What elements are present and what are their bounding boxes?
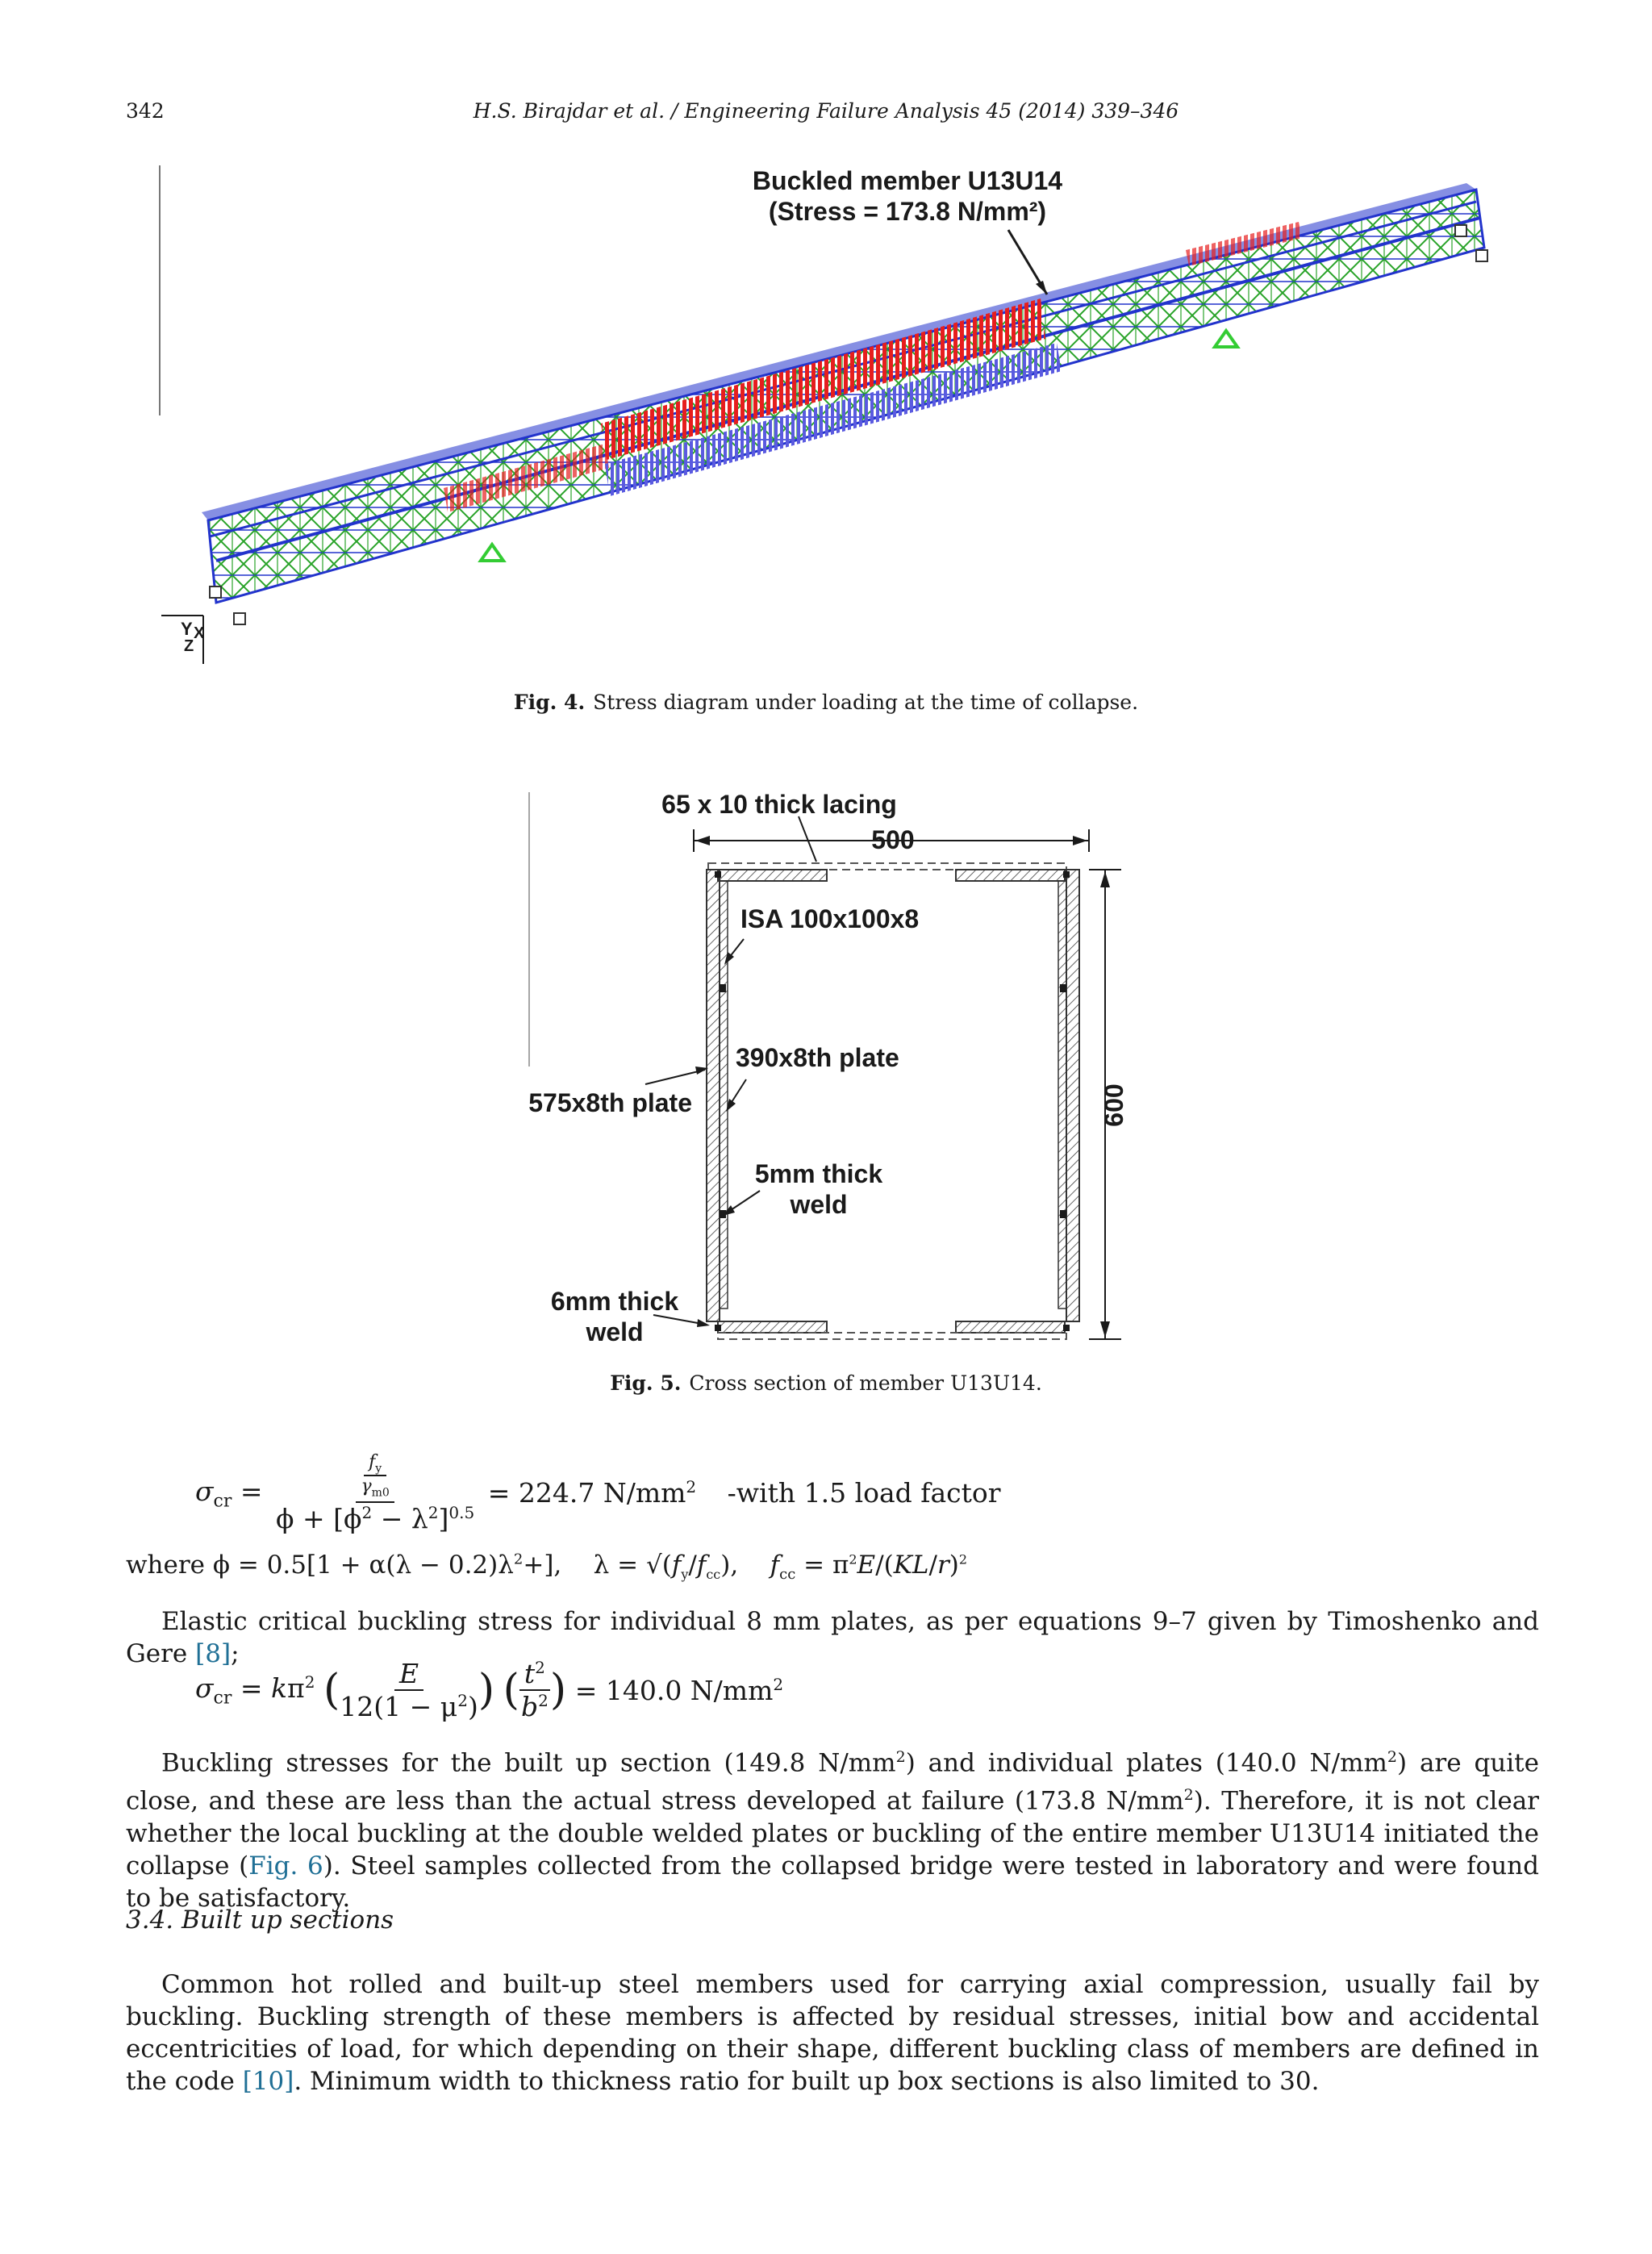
weld5-line1: 5mm thick bbox=[754, 1159, 883, 1188]
left-inner-plate bbox=[720, 881, 728, 1309]
para2-part-b: . Minimum width to thickness ratio for built up box sections is also limited to 30. bbox=[294, 2067, 1320, 2096]
fig6-link[interactable]: Fig. 6 bbox=[248, 1851, 323, 1880]
right-inner-plate bbox=[1058, 881, 1066, 1309]
lacing-label: 65 x 10 thick lacing bbox=[661, 790, 897, 819]
para1-part-c: ) are quite close, and these are less than the actual stress developed at failure (173.8 N/mm bbox=[126, 1748, 1539, 1816]
height-dimension: 600 bbox=[1099, 1083, 1128, 1127]
elastic-intro-text: Elastic critical buckling stress for individual 8 mm plates, as per equations 9–7 given by Timoshenko and Gere bbox=[126, 1607, 1539, 1668]
plate575-label: 575x8th plate bbox=[528, 1088, 692, 1117]
eq1-result: = 224.7 N/mm bbox=[487, 1477, 686, 1509]
paragraph-buckling-stresses: Buckling stresses for the built up section (149.8 $N/mm^2$) and individual plates (140.0 $N/mm^2$) are quite close, and these are less than the actual stress developed at failure (173.8 $N/mm^2$). Therefore, it is not clear whether the local buckling at the double welded plates or buckling of the entire member U13U14 initiated the collapse (Fig. 6). Steel samples collected from the collapsed bridge were tested in laboratory and were found to be satisfactory. bbox=[126, 1748, 1539, 1913]
elastic-intro-paragraph: Elastic critical buckling stress for individual 8 mm plates, as per equations 9–7 given by Timoshenko and Gere [8]; bbox=[126, 1607, 1539, 1668]
para1-part-a: Buckling stresses for the built up section (149.8 N/mm bbox=[161, 1748, 896, 1778]
eq3-result: = 140.0 N/mm bbox=[574, 1674, 774, 1706]
fig4-label-line2: (Stress = 173.8 N/mm²) bbox=[768, 197, 1047, 226]
para1-part-d: ). Therefore, it is not clear whether the local buckling at the double welded plates or buckling of the entire member U13U14 initiated the collapse ( bbox=[126, 1786, 1539, 1880]
width-dimension: 500 bbox=[871, 825, 915, 854]
fig4-stress-diagram bbox=[153, 157, 1500, 674]
weld6-line1: 6mm thick bbox=[550, 1287, 679, 1316]
journal-header: H.S. Birajdar et al. / Engineering Failure Analysis 45 (2014) 339–346 bbox=[473, 99, 1179, 123]
fig4-label-line1: Buckled member U13U14 bbox=[752, 166, 1063, 195]
equation-sigma-cr-plate: $\sigma_{cr} = k\pi^2$ ( $\frac{E}{12(1 - \mu^2)}$ ) ( $\frac{t^2}{b^2}$ ) = 140.0 $N/mm^2$ bbox=[195, 1658, 784, 1722]
ref-10-link[interactable]: [10] bbox=[242, 2067, 294, 2096]
equation-where-clause: where $\phi = 0.5[1 + \alpha(\lambda - 0.2)\lambda^2+]$, $\lambda = √(f_y/f_{cc})$, $f_{cc} = \pi^2E/(KL/r)^2$ bbox=[126, 1551, 968, 1584]
plate390-label: 390x8th plate bbox=[736, 1043, 899, 1072]
fig4-caption-label: Fig. 4. bbox=[513, 691, 586, 714]
isa-label: ISA 100x100x8 bbox=[740, 904, 920, 933]
section-heading: 3.4. Built up sections bbox=[126, 1905, 394, 1935]
axis-z-label: Z bbox=[184, 637, 194, 655]
axis-x-label: X bbox=[194, 624, 205, 642]
page-number: 342 bbox=[126, 99, 165, 123]
weld5-line2: weld bbox=[790, 1190, 848, 1219]
para2-part-a: Common hot rolled and built-up steel members used for carrying axial compression, usually fail by buckling. Buckling strength of these members is affected by residual stresses, initial bow and accidental eccentricities of load, for which depending on their shape, different buckling class of members are defined in the code bbox=[126, 1970, 1539, 2096]
eq1-note: -with 1.5 load factor bbox=[727, 1477, 1001, 1509]
fig5-caption-text: Cross section of member U13U14. bbox=[689, 1371, 1042, 1395]
bottom-lacing bbox=[718, 1333, 1066, 1339]
top-lacing bbox=[708, 863, 1066, 870]
equation-sigma-cr-built-up: $\sigma_{cr}$ = $\frac{\frac{f_y}{\gamma_{m0}}}{\phi + [\phi^2 - \lambda^2]^{0.5}}$ = 224.7 $N/mm^2$ -with 1.5 load factor bbox=[195, 1452, 1001, 1534]
paragraph-built-up-sections bbox=[126, 1968, 1539, 2097]
para1-part-e: ). Steel samples collected from the collapsed bridge were tested in laboratory and were found to be satisfactory. bbox=[126, 1851, 1539, 1913]
axis-triad bbox=[161, 616, 205, 664]
fig4-leader-arrow bbox=[1036, 281, 1047, 294]
where-word: where bbox=[126, 1551, 206, 1580]
fig5-cross-section bbox=[524, 783, 1137, 1355]
fig4-caption bbox=[0, 691, 1652, 714]
para1-part-b: ) and individual plates (140.0 N/mm bbox=[905, 1748, 1387, 1778]
fig4-caption-text: Stress diagram under loading at the time of collapse. bbox=[593, 691, 1139, 714]
ref-8-link[interactable]: [8] bbox=[195, 1639, 232, 1668]
weld6-line2: weld bbox=[586, 1317, 644, 1346]
right-outer-plate bbox=[1066, 870, 1079, 1321]
left-outer-plate bbox=[707, 870, 720, 1321]
fig5-caption-label: Fig. 5. bbox=[610, 1371, 682, 1395]
fig5-caption bbox=[0, 1371, 1652, 1395]
axis-y-label: Y bbox=[181, 619, 193, 639]
